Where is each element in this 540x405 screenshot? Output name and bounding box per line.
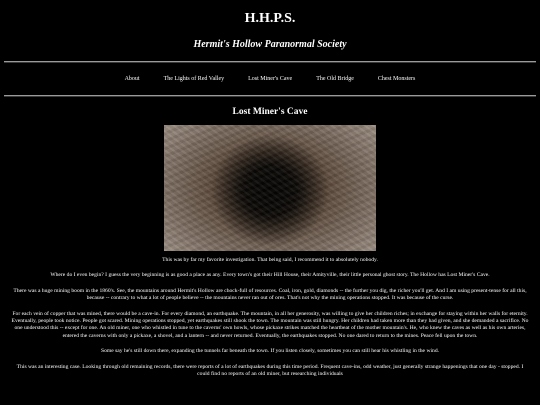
nav-link-about[interactable]: About: [124, 76, 140, 82]
nav-link-chest-monsters[interactable]: Chest Monsters: [377, 76, 416, 82]
site-subtitle: Hermit's Hollow Paranormal Society: [193, 39, 347, 50]
main-nav: [0, 67, 540, 91]
cave-tunnel-photo: [164, 125, 376, 251]
paragraph-intro: This was by far my favorite investigation. That being said, I recommend it to absolutely nobody.: [162, 257, 378, 263]
article-body: [0, 257, 540, 378]
paragraph-mining-boom: There was a huge mining boom in the 1860's. See, the mountains around Hermit's Hollow are chock-full of resources. Coal, iron, gold, diamonds -- the further you dig, the richer you'll get. And I am using present-tense for all this, because -- contrary to what a lot of people believe -- the mountains never ran out of ores. That's not why the mining operations stopped. It was because of the curse.: [13, 287, 527, 302]
nav-link-lost-miners-cave[interactable]: Lost Miner's Cave: [248, 76, 293, 82]
paragraph-curse: For each vein of copper that was mined, there would be a cave-in. For every diamond, an earthquake. The mountain, in all her generosity, was willing to give her children riches; in exchange for staying within her walls for eternity. Eventually, people took notice. People got scared. Mining operations stopped, yet earthquakes still shook the town. The mountain was still hungry. Her children had taken more than they had given, and she demanded a sacrifice. No one understood this -- except for one. An old miner, one who whistled in tune to the caverns' own howls, whose pickaxe strikes matched the heartbeat of the mother mountain's. He, who knew the caves as well as his own arteries, entered the caverns with only a pickaxe, a shovel, and a lantern -- and never returned. Eventually, the earthquakes stopped. No one dared to return to the mines. Peace fell upon the town.: [11, 310, 529, 339]
nav-link-old-bridge[interactable]: The Old Bridge: [316, 76, 354, 82]
photo-container: [0, 125, 540, 251]
paragraph-whistling: Some say he's still down there, expanding the tunnels far beneath the town. If you listen closely, sometimes you can still hear his whistling in the wind.: [100, 348, 440, 355]
paragraph-records: This was an interesting case. Looking through old remaining records, there were reports of a lot of earthquakes during this time period. Frequent cave-ins, odd weather, just generally strange happenings that one day - stopped. I could find no reports of an old miner, but researching individuals: [16, 363, 524, 378]
site-title: H.H.P.S.: [244, 11, 296, 26]
paragraph-beginning: Where do I even begin? I guess the very beginning is as good a place as any. Every town's got their Hill House, their Amityville, their little personal ghost story. The Hollow has Lost Miner's Cave.: [50, 272, 490, 279]
divider-bottom: [4, 95, 536, 97]
page-title: Lost Miner's Cave: [232, 107, 308, 117]
divider-top: [4, 61, 536, 63]
nav-link-lights-of-red-valley[interactable]: The Lights of Red Valley: [163, 76, 225, 82]
